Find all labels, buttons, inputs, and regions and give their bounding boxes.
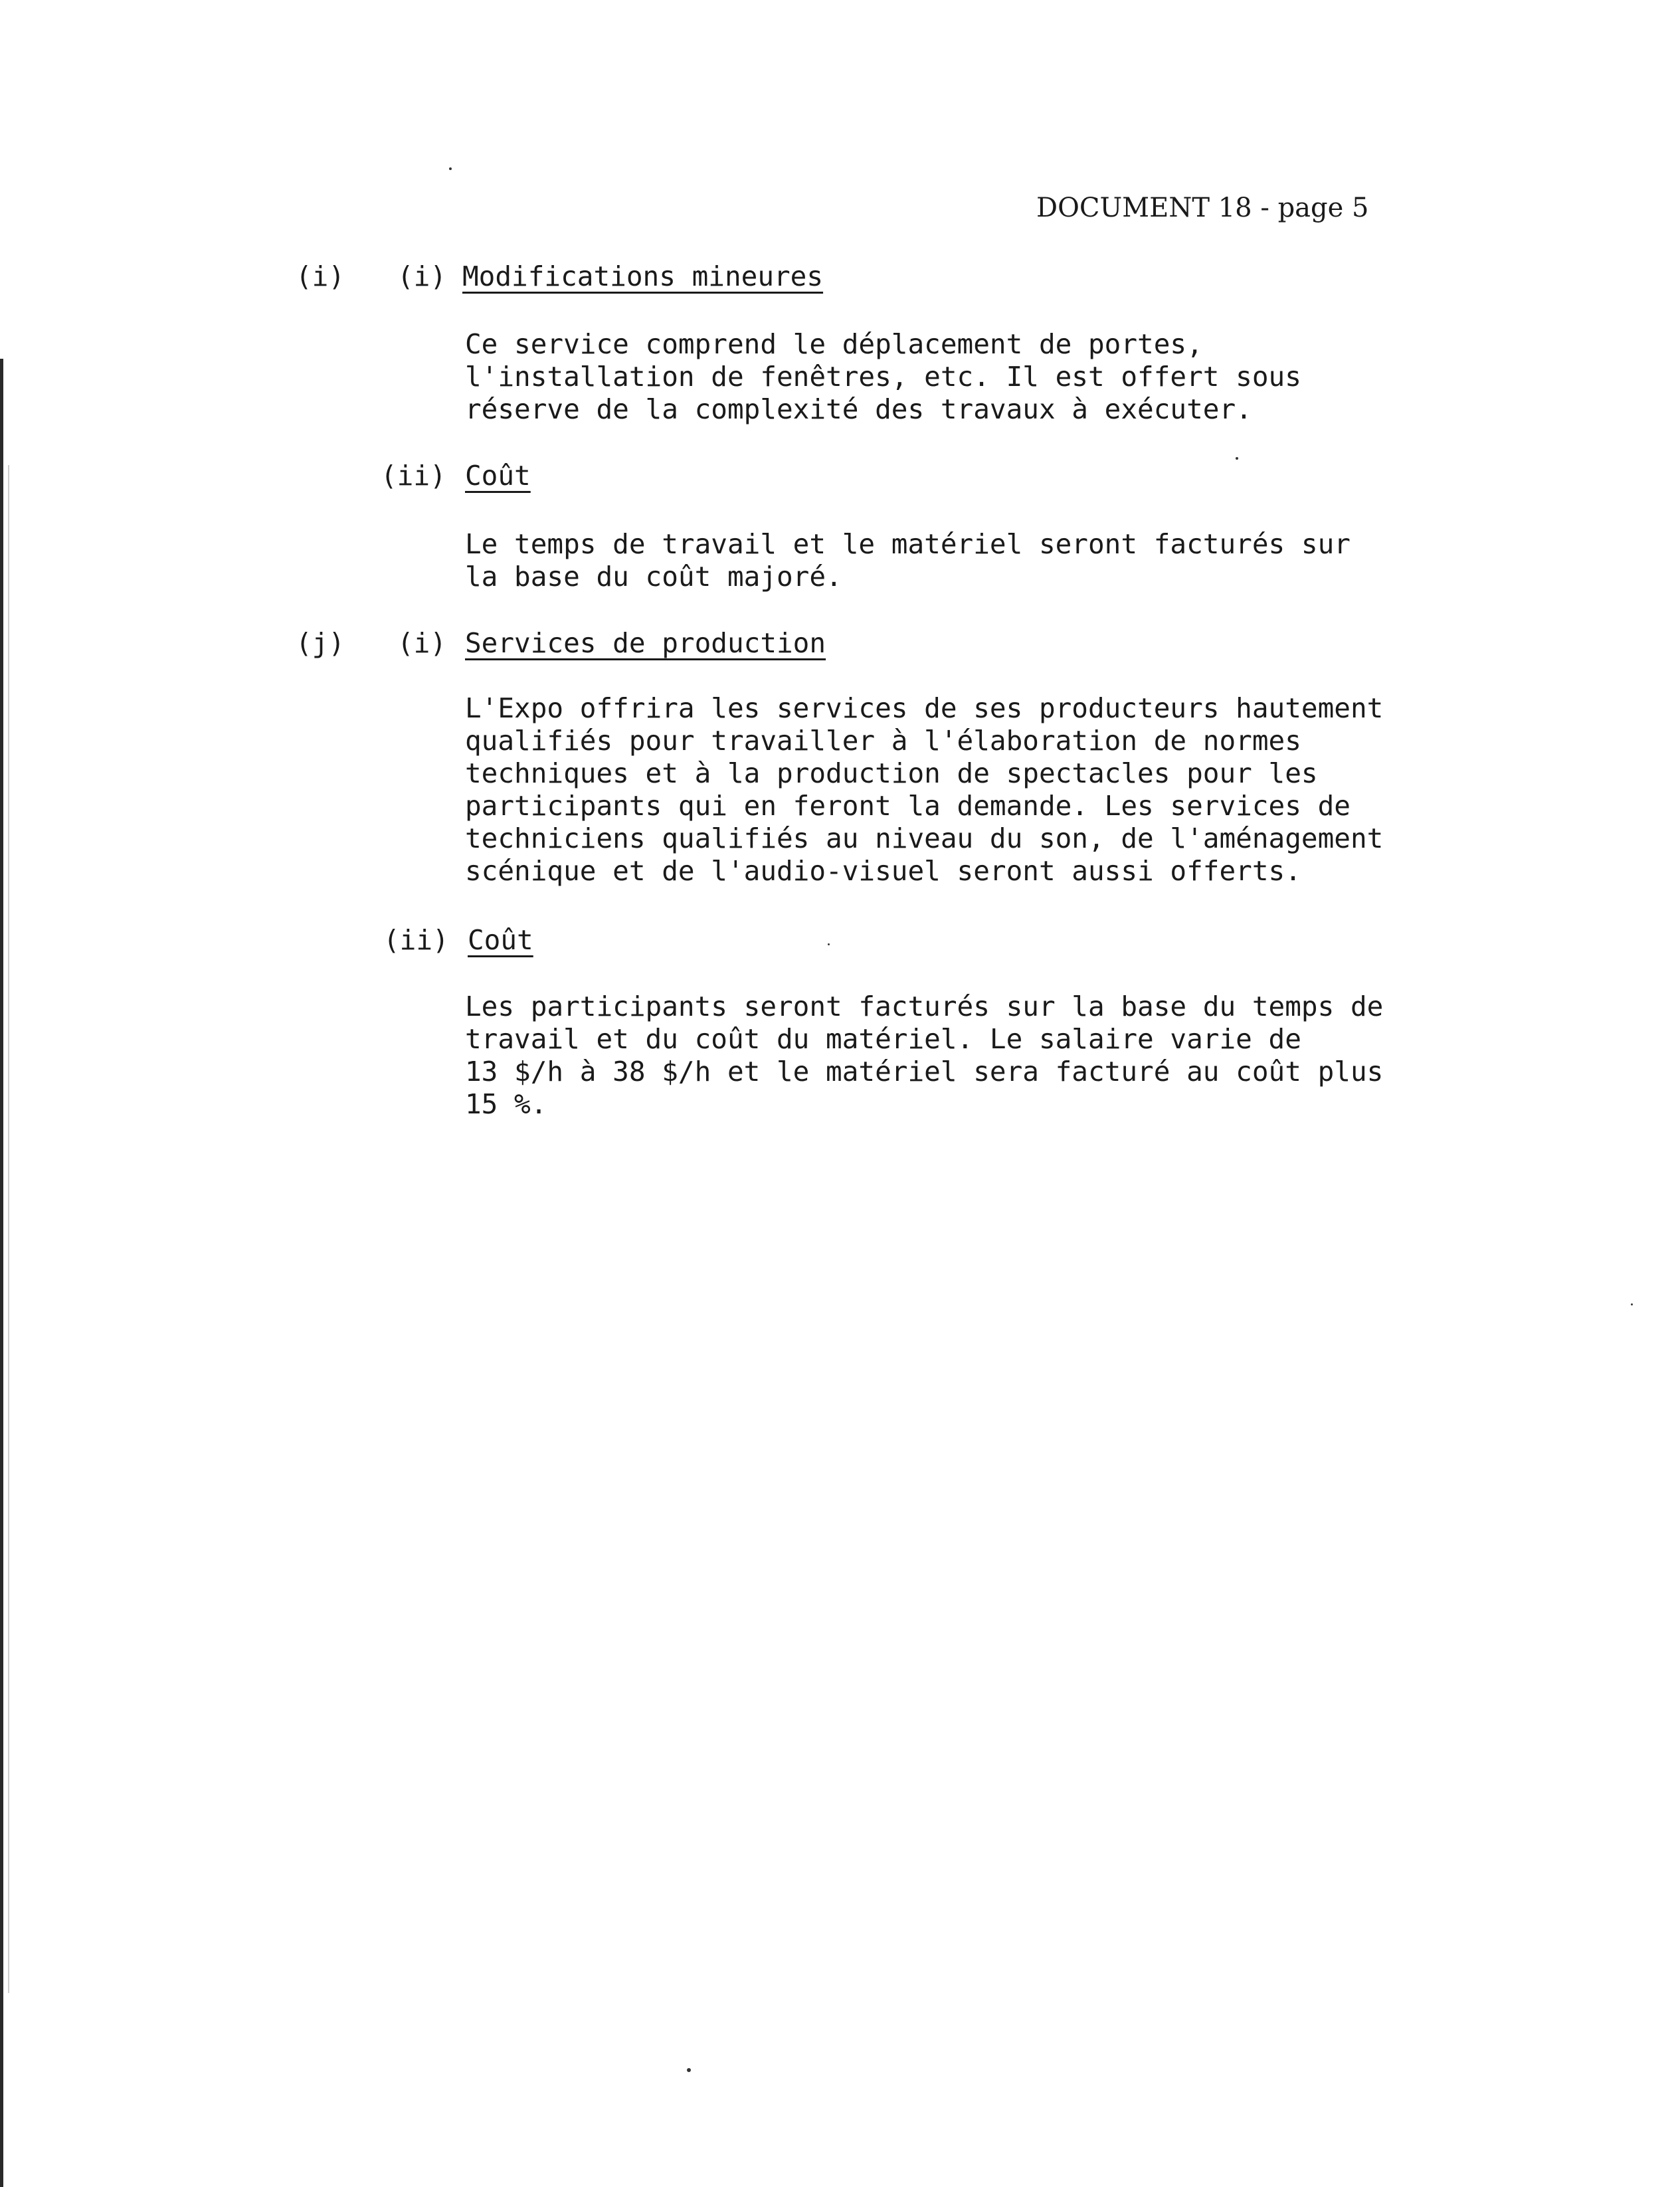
- heading-cout-2: Coût: [468, 924, 533, 956]
- page-left-edge: [0, 359, 3, 2187]
- scan-speck: [828, 943, 830, 945]
- document-header: DOCUMENT 18 - page 5: [1036, 193, 1369, 223]
- paragraph-services-de-production: L'Expo offrira les services de ses producteurs hautement qualifiés pour travailler à l'élaboration de normes techniques et à la production de spectacles pour les participants qui en feront la demande. Les services de techniciens qualifiés au niveau du son, de l'aménagement scénique et de l'audio-visuel seront aussi offerts.: [465, 692, 1384, 887]
- scan-speck: [449, 167, 452, 170]
- heading-services-de-production: Services de production: [465, 627, 826, 659]
- sub-label-j-2: (ii): [383, 924, 449, 956]
- scan-speck: [1236, 457, 1238, 460]
- sub-label-i-2: (ii): [381, 460, 446, 492]
- section-label-i: (i): [296, 260, 345, 292]
- heading-cout-1: Coût: [465, 460, 531, 492]
- sub-label-i-1: (i): [397, 260, 447, 292]
- section-label-j: (j): [296, 627, 345, 659]
- paragraph-modifications-mineures: Ce service comprend le déplacement de portes, l'installation de fenêtres, etc. Il est offert sous réserve de la complexité des travaux à exécuter.: [465, 328, 1301, 425]
- sub-label-j-1: (i): [397, 627, 447, 659]
- paragraph-cout-2: Les participants seront facturés sur la base du temps de travail et du coût du matériel. Le salaire varie de 13 $/h à 38 $/h et le matériel sera facturé au coût plus 15 %.: [465, 991, 1384, 1120]
- page-left-edge-shadow: [8, 465, 9, 1993]
- heading-modifications-mineures: Modifications mineures: [462, 260, 824, 292]
- scan-speck: [1631, 1303, 1633, 1305]
- paragraph-cout-1: Le temps de travail et le matériel seront facturés sur la base du coût majoré.: [465, 528, 1351, 593]
- scan-speck: [687, 2068, 691, 2072]
